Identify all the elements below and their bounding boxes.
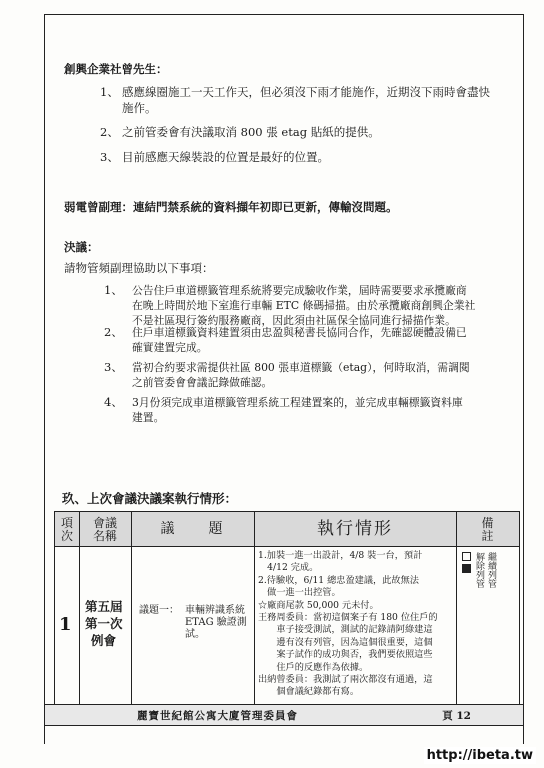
resolution-item-3-line2: 之前管委會會議記錄做確認。 — [132, 376, 273, 389]
table-title: 玖、上次會議決議案執行情形： — [62, 491, 238, 506]
resolution-item-2-num: 2、 — [104, 325, 123, 339]
header-topic: 議 題 — [160, 521, 225, 537]
header-meeting: 會議名稱 — [92, 515, 117, 543]
resolution-intro: 請物管頻副理協助以下事項： — [64, 261, 214, 275]
resolution-item-1-line3: 不是社區現行簽約服務廠商，因此須由社區保全協同進行掃描作業。 — [132, 314, 456, 327]
company-item-2-line1: 之前管委會有決議取消 800 張 etag 貼紙的提供。 — [122, 125, 380, 139]
resolution-heading: 決議： — [64, 240, 99, 254]
resolution-item-1-num: 1、 — [104, 283, 123, 297]
company-item-2-num: 2、 — [100, 125, 119, 139]
header-item: 項次 — [60, 515, 73, 543]
company-item-1-num: 1、 — [100, 85, 119, 99]
status-line: 個會議紀錄都有寫。 — [258, 686, 360, 698]
status-line: 4/12 完成。 — [258, 562, 319, 574]
company-item-1-line2: 施作。 — [122, 101, 157, 115]
header-note: 備註 — [481, 515, 494, 543]
company-item-3-num: 3、 — [100, 150, 119, 164]
header-status: 執行情形 — [317, 519, 393, 539]
page-footer — [44, 704, 524, 726]
status-line: 王務周委員：當初這個案子有 180 位住戶的 — [258, 612, 438, 624]
row-topic-prefix: 議題一： — [139, 605, 179, 616]
row-meeting-line3: 例會 — [91, 633, 117, 648]
resolution-item-1-line1: 公告住戶車道標籤管理系統將要完成驗收作業，屆時需要要求承攬廠商 — [132, 284, 467, 297]
unchecked-box-icon — [462, 552, 471, 565]
company-item-3-line1: 目前感應天線裝設的位置是最好的位置。 — [122, 150, 329, 164]
footer-page: 頁 12 — [442, 709, 471, 722]
row-topic-line3: 試。 — [185, 629, 205, 640]
resolution-item-2-line2: 確實建置完成。 — [132, 341, 208, 354]
status-line: 1.加裝一進一出設計，4/8 裝一台，預計 — [258, 550, 423, 561]
resolution-item-2-line1: 住戶車道標籤資料建置須由忠盈與秘書長協同合作，先確認硬體設備已 — [132, 326, 467, 339]
status-line: 2.待驗收，6/11 總忠盈建議，此故無法 — [258, 574, 419, 586]
row-meeting-line2: 第一次 — [85, 616, 123, 631]
row-topic-line1: 車輛辨識系統 — [185, 605, 245, 616]
row-status — [258, 550, 438, 699]
resolution-item-4-line2: 建置。 — [132, 411, 165, 424]
status-line: 做一進一出控管。 — [258, 587, 341, 599]
checked-box-icon — [462, 564, 471, 577]
status-line: 邊有沒有列管，因為這個很重要，這個 — [258, 636, 433, 648]
status-line: 車子接受測試，測試的記錄請阿綠建這 — [258, 624, 433, 636]
resolution-item-3-num: 3、 — [104, 360, 123, 374]
company-speaker: 創興企業社曾先生： — [64, 62, 168, 76]
resolution-item-1-line2: 在晚上時間於地下室進行車輛 ETC 條碼掃描。由於承攬廠商創興企業社 — [132, 299, 476, 312]
legend-release: 解除列管 — [474, 552, 484, 588]
note-legend — [462, 552, 518, 622]
footer-org: 麗寶世紀館公寓大廈管理委員會 — [137, 709, 298, 722]
row-meeting-line1: 第五屆 — [85, 599, 123, 614]
vice-manager-note: 弱電曾副理：連結門禁系統的資料擷年初即已更新，傳輸沒問題。 — [64, 200, 398, 214]
execution-table — [54, 511, 520, 705]
status-line: 住戶的反應作為依據。 — [258, 661, 369, 673]
status-line: 出納曾委員：我測試了兩次都沒有通過，這 — [258, 674, 433, 686]
resolution-item-4-line1: 3月份須完成車道標籤管理系統工程建置案的，並完成車輛標籤資料庫 — [132, 396, 463, 409]
row-num: 1 — [59, 614, 72, 635]
resolution-item-4-num: 4、 — [104, 395, 123, 409]
watermark-text: http://ibeta.tw — [424, 747, 536, 764]
status-line: ☆廠商尾款 50,000 元未付。 — [258, 599, 379, 611]
status-line: 案子試作的成功與否，我們要依照這些 — [258, 649, 433, 661]
company-item-1-line1: 感應線圈施工一天工作天，但必須沒下雨才能施作，近期沒下雨時會盡快 — [122, 85, 490, 99]
legend-continue: 繼續列管 — [486, 552, 496, 588]
row-topic-line2: ETAG 驗證測 — [185, 617, 247, 628]
resolution-item-3-line1: 當初合約要求需提供社區 800 張車道標籤（etag），何時取消，需調閱 — [132, 361, 470, 374]
